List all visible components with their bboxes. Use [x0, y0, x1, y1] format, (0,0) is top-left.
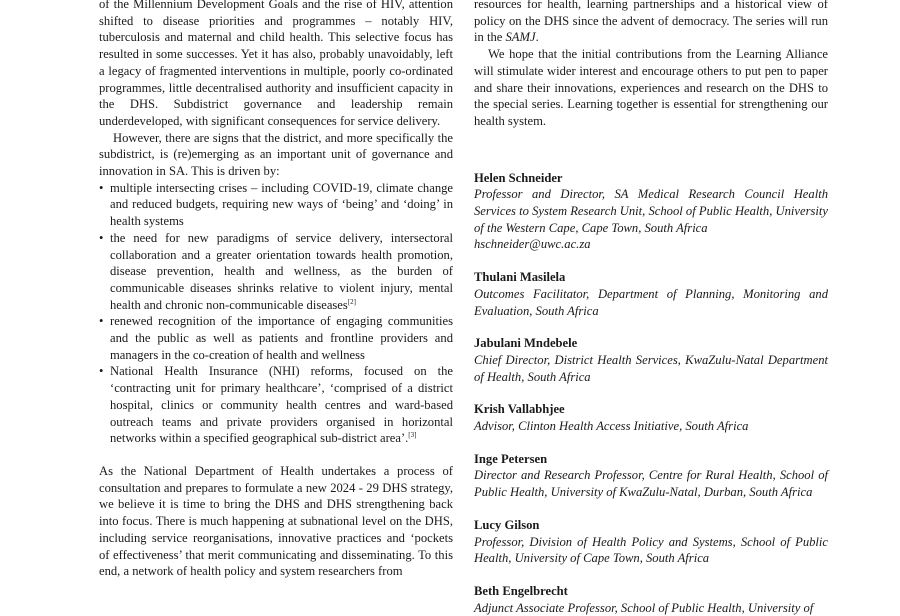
author-affiliation: Director and Research Professor, Centre for Rural Health, School of Public Health, University of KwaZulu-Natal, Durban, South Africa	[474, 468, 828, 500]
journal-name: SAMJ	[505, 30, 536, 45]
author-name: Thulani Masilela	[474, 270, 566, 285]
author-block	[474, 517, 828, 567]
author-affiliation: Outcomes Facilitator, Department of Planning, Monitoring and Evaluation, South Africa	[474, 286, 828, 318]
author-email: hschneider@uwc.ac.za	[474, 237, 591, 252]
paragraph-gap	[474, 130, 828, 146]
author-affiliation: Adjunct Associate Professor, School of Public Health, University of	[474, 600, 814, 615]
bullet-list	[99, 180, 453, 447]
author-block	[474, 335, 828, 385]
list-item-text: multiple intersecting crises – including COVID-19, climate change and reduced budgets, requiring new ways of ‘being’ and ‘doing’ in health systems	[110, 180, 453, 229]
paragraph: However, there are signs that the district, and more specifically the subdistrict, is (re)emerging as an important unit of governance and innovation in SA. This is driven by:	[99, 130, 453, 179]
author-affiliation: Advisor, Clinton Health Access Initiative, South Africa	[474, 419, 749, 434]
author-block	[474, 583, 828, 616]
list-item	[99, 230, 453, 314]
author-block	[474, 170, 828, 254]
author-block	[474, 269, 828, 319]
list-item	[99, 363, 453, 447]
author-affiliation: Professor and Director, SA Medical Research Council Health Services to System Research Unit, School of Public Health, University of the Western Cape, Cape Town, South Africa	[474, 187, 828, 235]
list-item	[99, 180, 453, 230]
right-column	[474, 0, 828, 616]
list-item-text: the need for new paradigms of service delivery, intersectoral collaboration and a greater orientation towards health promotion, disease prevention, health and wellness, as the burden of communicable diseases shrinks relative to violent injury, mental health and chronic non-communicable diseases	[110, 230, 453, 312]
reference-marker: [3]	[408, 431, 417, 440]
author-name: Jabulani Mndebele	[474, 336, 578, 351]
author-name: Inge Petersen	[474, 451, 548, 466]
author-affiliation: Professor, Division of Health Policy and Systems, School of Public Health, University of Cape Town, South Africa	[474, 534, 828, 566]
paragraph: As the National Department of Health undertakes a process of consultation and prepares to formulate a new 2024 - 29 DHS strategy, we believe it is time to bring the DHS and DHS strengthening back into focus. There is much happening at subnational level on the DHS, including service reorganisations, innovative practices and ‘pockets of effectiveness’ that merit communicating and disseminating. To this end, a network of health policy and system researchers from	[99, 463, 453, 579]
paragraph-gap	[99, 447, 453, 463]
author-block	[474, 451, 828, 501]
author-name: Krish Vallabhjee	[474, 402, 565, 417]
author-name: Lucy Gilson	[474, 517, 540, 532]
paragraph-text: .	[535, 30, 539, 45]
reference-marker: [2]	[347, 297, 356, 306]
list-item	[99, 313, 453, 363]
author-name: Beth Engelbrecht	[474, 583, 568, 598]
paragraph: We hope that the initial contributions from the Learning Alliance will stimulate wider interest and encourage others to put pen to paper and share their innovations, experiences and research on the DHS to the special series. Learning together is essential for strengthening our health system.	[474, 47, 828, 128]
author-affiliation: Chief Director, District Health Services, KwaZulu-Natal Department of Health, South Africa	[474, 352, 828, 384]
author-block	[474, 401, 828, 434]
paragraph	[474, 0, 828, 46]
paragraph-gap	[474, 146, 828, 154]
list-item-text: National Health Insurance (NHI) reforms, focused on the ‘contracting unit for primary healthcare’, ‘comprised of a district hospital, clinics or community health centres and ward-based outreach teams and private providers organised in horizontal networks within a specified geographical sub-district area’.	[110, 364, 453, 446]
paragraph: of the Millennium Development Goals and the rise of HIV, attention shifted to disease priorities and programmes – notably HIV, tuberculosis and maternal and child health. This selective focus has resulted in some successes. Yet it has also, probably unavoidably, left a legacy of fragmented interventions in multiple, poorly co-ordinated programmes, little decentralised authority and insufficient capacity in the DHS. Subdistrict governance and leadership remain underdeveloped, with significant consequences for service delivery.	[99, 0, 453, 128]
author-name: Helen Schneider	[474, 170, 563, 185]
paragraph-text: resources for health, learning partnerships and a historical view of policy on the DHS since the advent of democracy. The series will run in the	[474, 0, 828, 45]
list-item-text: renewed recognition of the importance of engaging communities and the public as well as patients and frontline providers and managers in the co-creation of health and wellness	[110, 314, 453, 362]
left-column	[99, 0, 453, 580]
